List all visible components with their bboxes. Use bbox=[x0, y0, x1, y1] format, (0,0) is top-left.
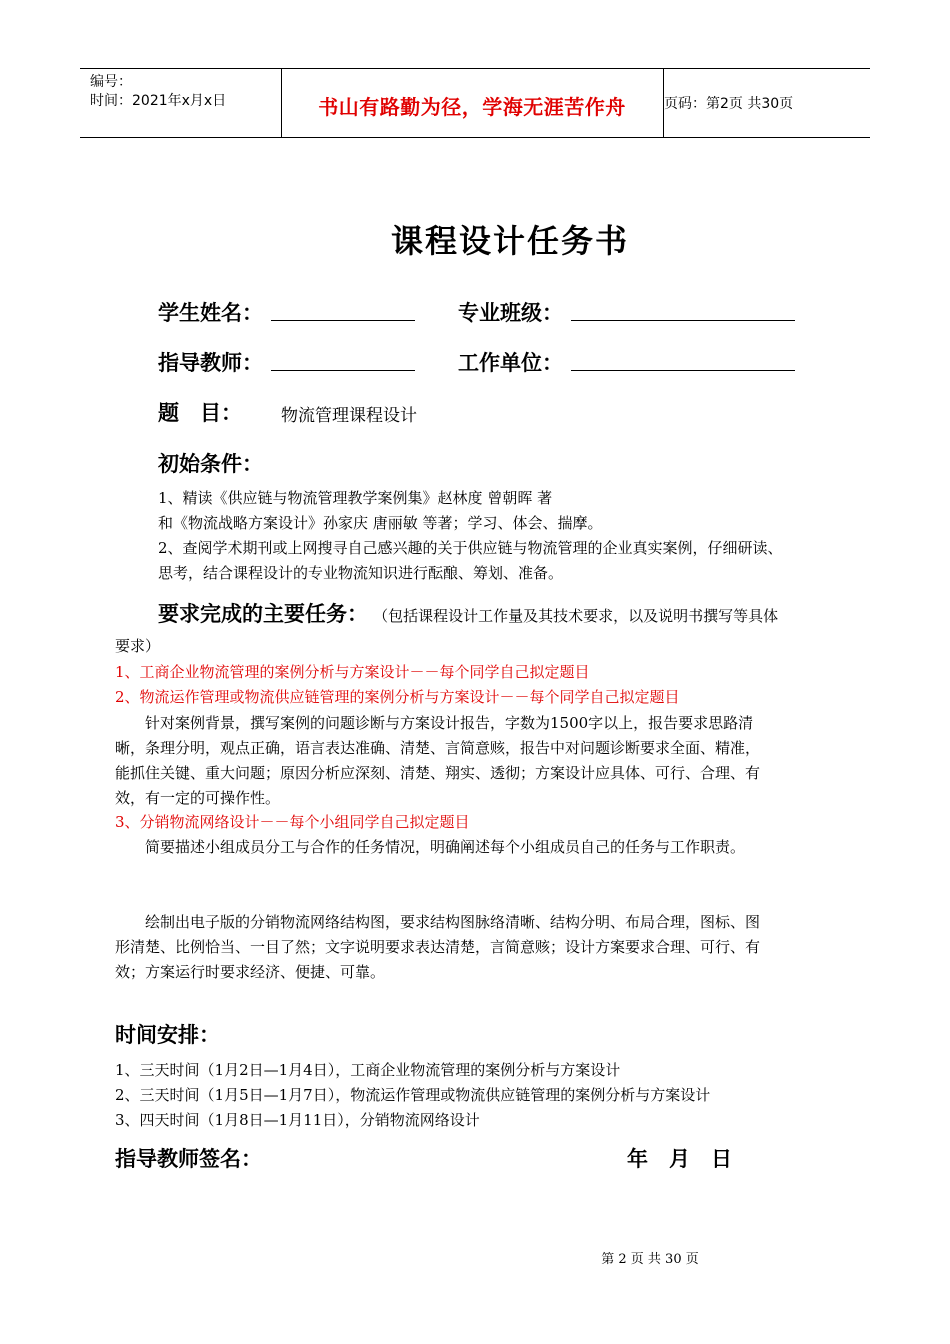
header-table bbox=[80, 68, 870, 138]
topic-value: 物流管理课程设计 bbox=[281, 406, 417, 426]
advisor-label: 指导教师： bbox=[158, 351, 263, 375]
task-para-line: 能抓住关键、重大问题；原因分析应深刻、清楚、翔实、透彻；方案设计应具体、可行、合理、有 bbox=[115, 764, 761, 782]
work-unit-label: 工作单位： bbox=[458, 351, 563, 375]
topic-label: 题 目： bbox=[158, 401, 242, 425]
task-item-1: 1、工商企业物流管理的案例分析与方案设计－－每个同学自己拟定题目 bbox=[115, 663, 590, 681]
tasks-heading-note: （包括课程设计工作量及其技术要求，以及说明书撰写等具体 bbox=[373, 607, 779, 625]
initial-conditions-heading: 初始条件： bbox=[158, 452, 263, 476]
task-para-line: 针对案例背景，撰写案例的问题诊断与方案设计报告，字数为1500字以上，报告要求思路清 bbox=[145, 714, 754, 732]
task-para-line: 效；方案运行时要求经济、便捷、可靠。 bbox=[115, 963, 386, 981]
task-item-3: 3、分销物流网络设计－－每个小组同学自己拟定题目 bbox=[115, 813, 470, 831]
schedule-line: 1、三天时间（1月2日—1月4日），工商企业物流管理的案例分析与方案设计 bbox=[115, 1061, 621, 1079]
signature-label: 指导教师签名： bbox=[115, 1147, 262, 1171]
work-unit-underline bbox=[571, 370, 795, 371]
task-para-line: 绘制出电子版的分销物流网络结构图，要求结构图脉络清晰、结构分明、布局合理，图标、图 bbox=[145, 913, 761, 931]
schedule-line: 2、三天时间（1月5日—1月7日），物流运作管理或物流供应链管理的案例分析与方案设计 bbox=[115, 1086, 711, 1104]
advisor-underline bbox=[271, 370, 415, 371]
tasks-heading: 要求完成的主要任务： bbox=[158, 602, 368, 626]
document-title: 课程设计任务书 bbox=[390, 222, 629, 260]
code-label: 编号： bbox=[90, 74, 132, 90]
initial-condition-line: 思考，结合课程设计的专业物流知识进行酝酿、筹划、准备。 bbox=[158, 564, 564, 582]
tasks-heading-note-cont: 要求） bbox=[115, 637, 161, 655]
student-name-label: 学生姓名： bbox=[158, 301, 263, 325]
header-page-info: 页码：第2页 共30页 bbox=[664, 96, 794, 112]
student-name-underline bbox=[271, 320, 415, 321]
schedule-heading: 时间安排： bbox=[115, 1023, 220, 1047]
major-class-underline bbox=[571, 320, 795, 321]
task-para-2: 简要描述小组成员分工与合作的任务情况，明确阐述每个小组成员自己的任务与工作职责。 bbox=[145, 838, 746, 856]
initial-condition-line: 1、精读《供应链与物流管理教学案例集》赵林度 曾朝晖 著 bbox=[158, 489, 553, 507]
schedule-line: 3、四天时间（1月8日—1月11日），分销物流网络设计 bbox=[115, 1111, 480, 1129]
tasks-heading-row bbox=[158, 598, 778, 628]
initial-condition-line: 和《物流战略方案设计》孙家庆 唐丽敏 等著；学习、体会、揣摩。 bbox=[158, 514, 603, 532]
header-meta bbox=[90, 73, 226, 111]
task-para-line: 形清楚、比例恰当、一目了然；文字说明要求表达清楚，言简意赅；设计方案要求合理、可行、有 bbox=[115, 938, 761, 956]
task-para-line: 晰，条理分明，观点正确，语言表达准确、清楚、言简意赅，报告中对问题诊断要求全面、精准， bbox=[115, 739, 761, 757]
major-class-label: 专业班级： bbox=[458, 301, 563, 325]
page-footer: 第 2 页 共 30 页 bbox=[601, 1252, 699, 1267]
initial-condition-line: 2、查阅学术期刊或上网搜寻自己感兴趣的关于供应链与物流管理的企业真实案例，仔细研读、 bbox=[158, 539, 783, 557]
time-label: 时间：2021年x月x日 bbox=[90, 93, 227, 109]
task-para-line: 效，有一定的可操作性。 bbox=[115, 789, 281, 807]
signature-date: 年 月 日 bbox=[627, 1147, 732, 1171]
header-motto: 书山有路勤为径，学海无涯苦作舟 bbox=[318, 95, 626, 119]
task-item-2: 2、物流运作管理或物流供应链管理的案例分析与方案设计－－每个同学自己拟定题目 bbox=[115, 688, 680, 706]
